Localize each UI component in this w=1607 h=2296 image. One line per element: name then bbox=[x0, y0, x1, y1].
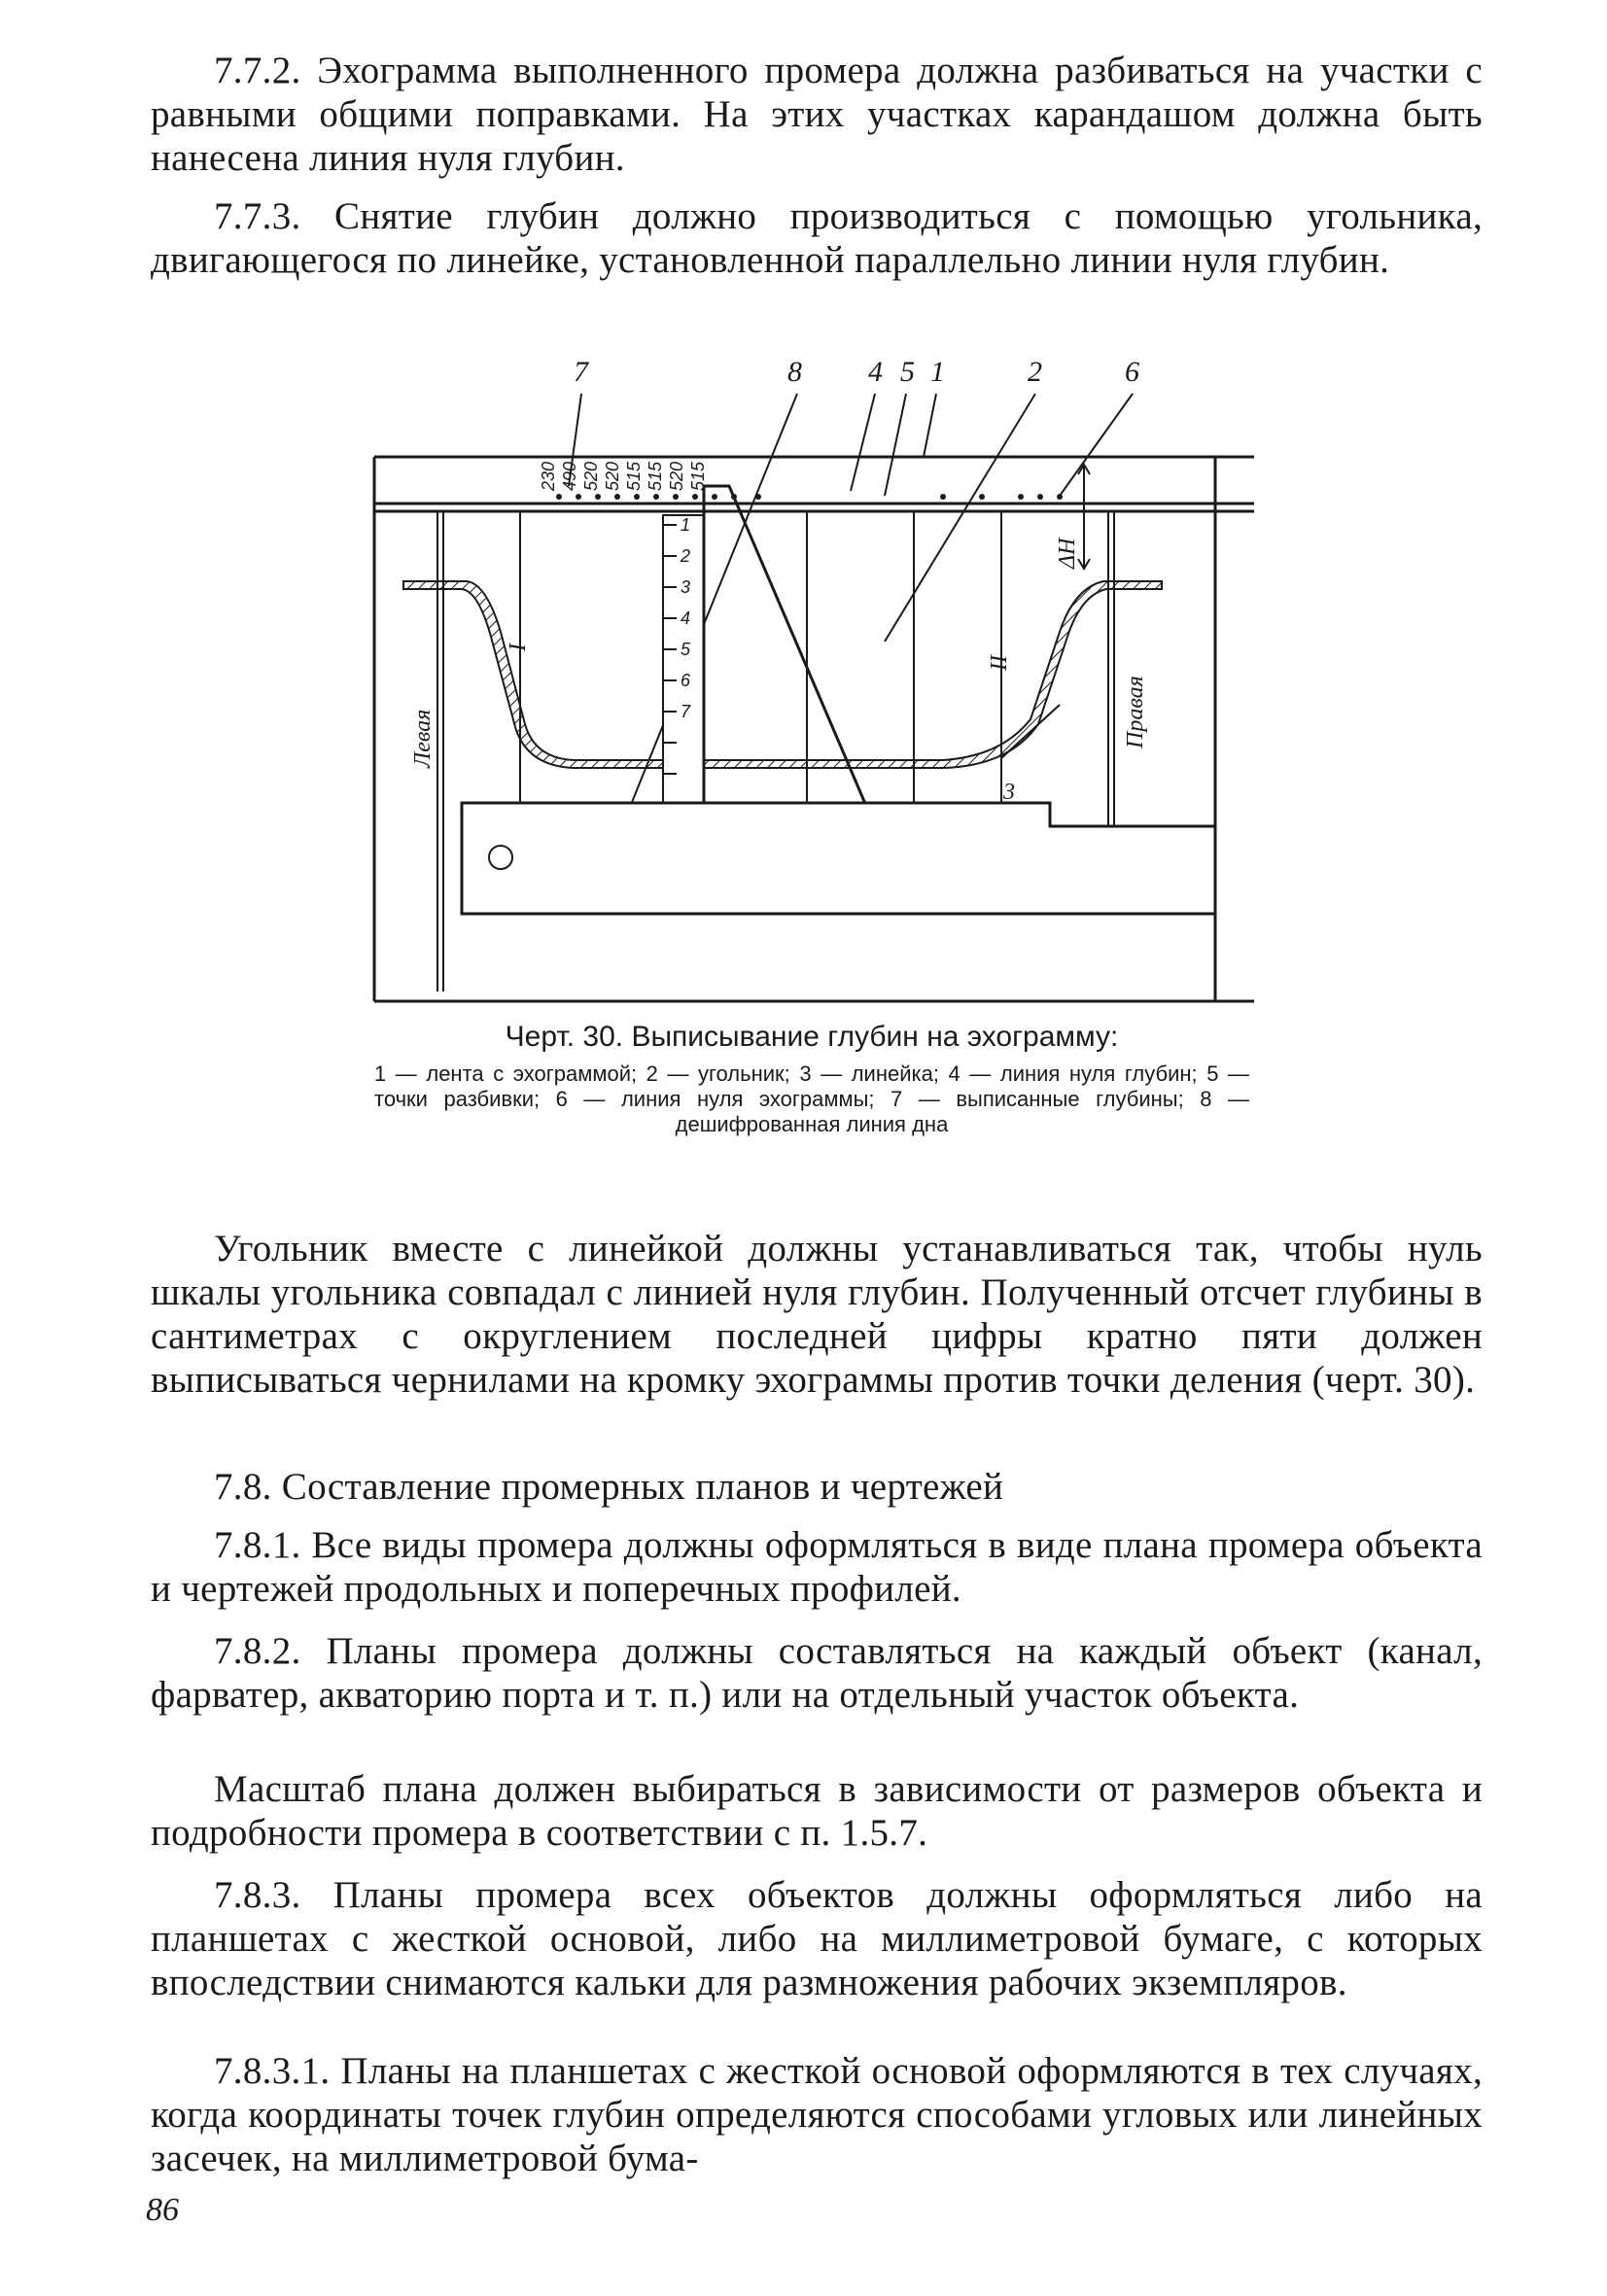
right-bank-label: Правая bbox=[1123, 676, 1148, 748]
left-bank-label: Левая bbox=[410, 709, 436, 768]
callout-1: 1 bbox=[930, 356, 945, 388]
paragraph-7-8-3: 7.8.3. Планы промера всех объектов должны оформляться либо на планшетах с жесткой основой, либо на миллиметровой бумаге, с которых впоследствии снимаются кальки для размножения рабочих экземпляров. bbox=[151, 1874, 1483, 2003]
paragraph-7-8-2: 7.8.2. Планы промера должны составляться на каждый объект (канал, фарватер, акваторию порта и т. п.) или на отдельный участок объекта. bbox=[151, 1630, 1483, 1716]
depth-515-c: 515 bbox=[688, 461, 708, 491]
scale-tick-3: 3 bbox=[681, 577, 691, 597]
scale-tick-7: 7 bbox=[681, 702, 691, 721]
paragraph-7-7-3: 7.7.3. Снятие глубин должно производиться с помощью угольника, двигающегося по линейке, установленной параллельно линии нуля глубин. bbox=[151, 195, 1483, 281]
scale-tick-5: 5 bbox=[681, 640, 691, 659]
callout-4: 4 bbox=[868, 356, 883, 388]
depth-520-b: 520 bbox=[603, 461, 622, 491]
callout-7: 7 bbox=[574, 356, 588, 388]
section-heading-7-8: 7.8. Составление промерных планов и чертежей bbox=[214, 1466, 1004, 1508]
ruler-label-3: 3 bbox=[1003, 780, 1015, 805]
figure-30 bbox=[360, 350, 1264, 1021]
depth-520-c: 520 bbox=[667, 461, 686, 491]
callout-5: 5 bbox=[900, 356, 915, 388]
depth-520-a: 520 bbox=[581, 461, 601, 491]
callout-6: 6 bbox=[1125, 356, 1139, 388]
paragraph-7-7-2: 7.7.2. Эхограмма выполненного промера должна разбиваться на участки с равными общими поправками. На этих участках карандашом должна быть нанесена линия нуля глубин. bbox=[151, 50, 1483, 179]
figure-30-drawing bbox=[360, 350, 1264, 1021]
paragraph-scale: Масштаб плана должен выбираться в зависимости от размеров объекта и подробности промера в соответствии с п. 1.5.7. bbox=[151, 1768, 1483, 1854]
scale-tick-6: 6 bbox=[681, 671, 691, 690]
depth-490: 490 bbox=[560, 461, 579, 491]
depth-230: 230 bbox=[539, 461, 558, 491]
section-one-label: I bbox=[506, 644, 531, 651]
figure-caption-title: Черт. 30. Выписывание глубин на эхограмму: bbox=[505, 1021, 1119, 1053]
callout-8: 8 bbox=[787, 356, 802, 388]
figure-caption-legend: 1 — лента с эхограммой; 2 — угольник; 3 — линейка; 4 — линия нуля глубин; 5 — точки разбивки; 6 — линия нуля эхограммы; 7 — выписанные глубины; 8 — дешифрованная линия дна bbox=[374, 1061, 1249, 1136]
ruler bbox=[462, 803, 1215, 914]
depth-515-b: 515 bbox=[646, 461, 665, 491]
section-two-label: II bbox=[987, 655, 1012, 671]
paragraph-7-8-3-1: 7.8.3.1. Планы на планшетах с жесткой основой оформляются в тех случаях, когда координаты точек глубин определяются способами угловых или линейных засечек, на миллиметровой бума- bbox=[151, 2050, 1483, 2179]
scale-tick-4: 4 bbox=[681, 609, 691, 628]
triangle-square bbox=[704, 486, 875, 826]
division-points bbox=[556, 494, 1063, 500]
depth-515-a: 515 bbox=[624, 461, 644, 491]
paragraph-square-ruler: Угольник вместе с линейкой должны устанавливаться так, чтобы нуль шкалы угольника совпадал с линией нуля глубин. Полученный отсчет глубины в сантиметрах с округлением последней цифры кратно пяти должен выписываться чернилами на кромку эхограммы против точки деления (черт. 30). bbox=[151, 1228, 1483, 1401]
scale-tick-1: 1 bbox=[681, 515, 691, 535]
callout-2: 2 bbox=[1028, 356, 1042, 388]
scale-tick-2: 2 bbox=[681, 546, 691, 566]
delta-h-label: ΔH bbox=[1055, 538, 1080, 569]
page-number: 86 bbox=[146, 2192, 179, 2228]
paragraph-7-8-1: 7.8.1. Все виды промера должны оформляться в виде плана промера объекта и чертежей продольных и поперечных профилей. bbox=[151, 1524, 1483, 1610]
